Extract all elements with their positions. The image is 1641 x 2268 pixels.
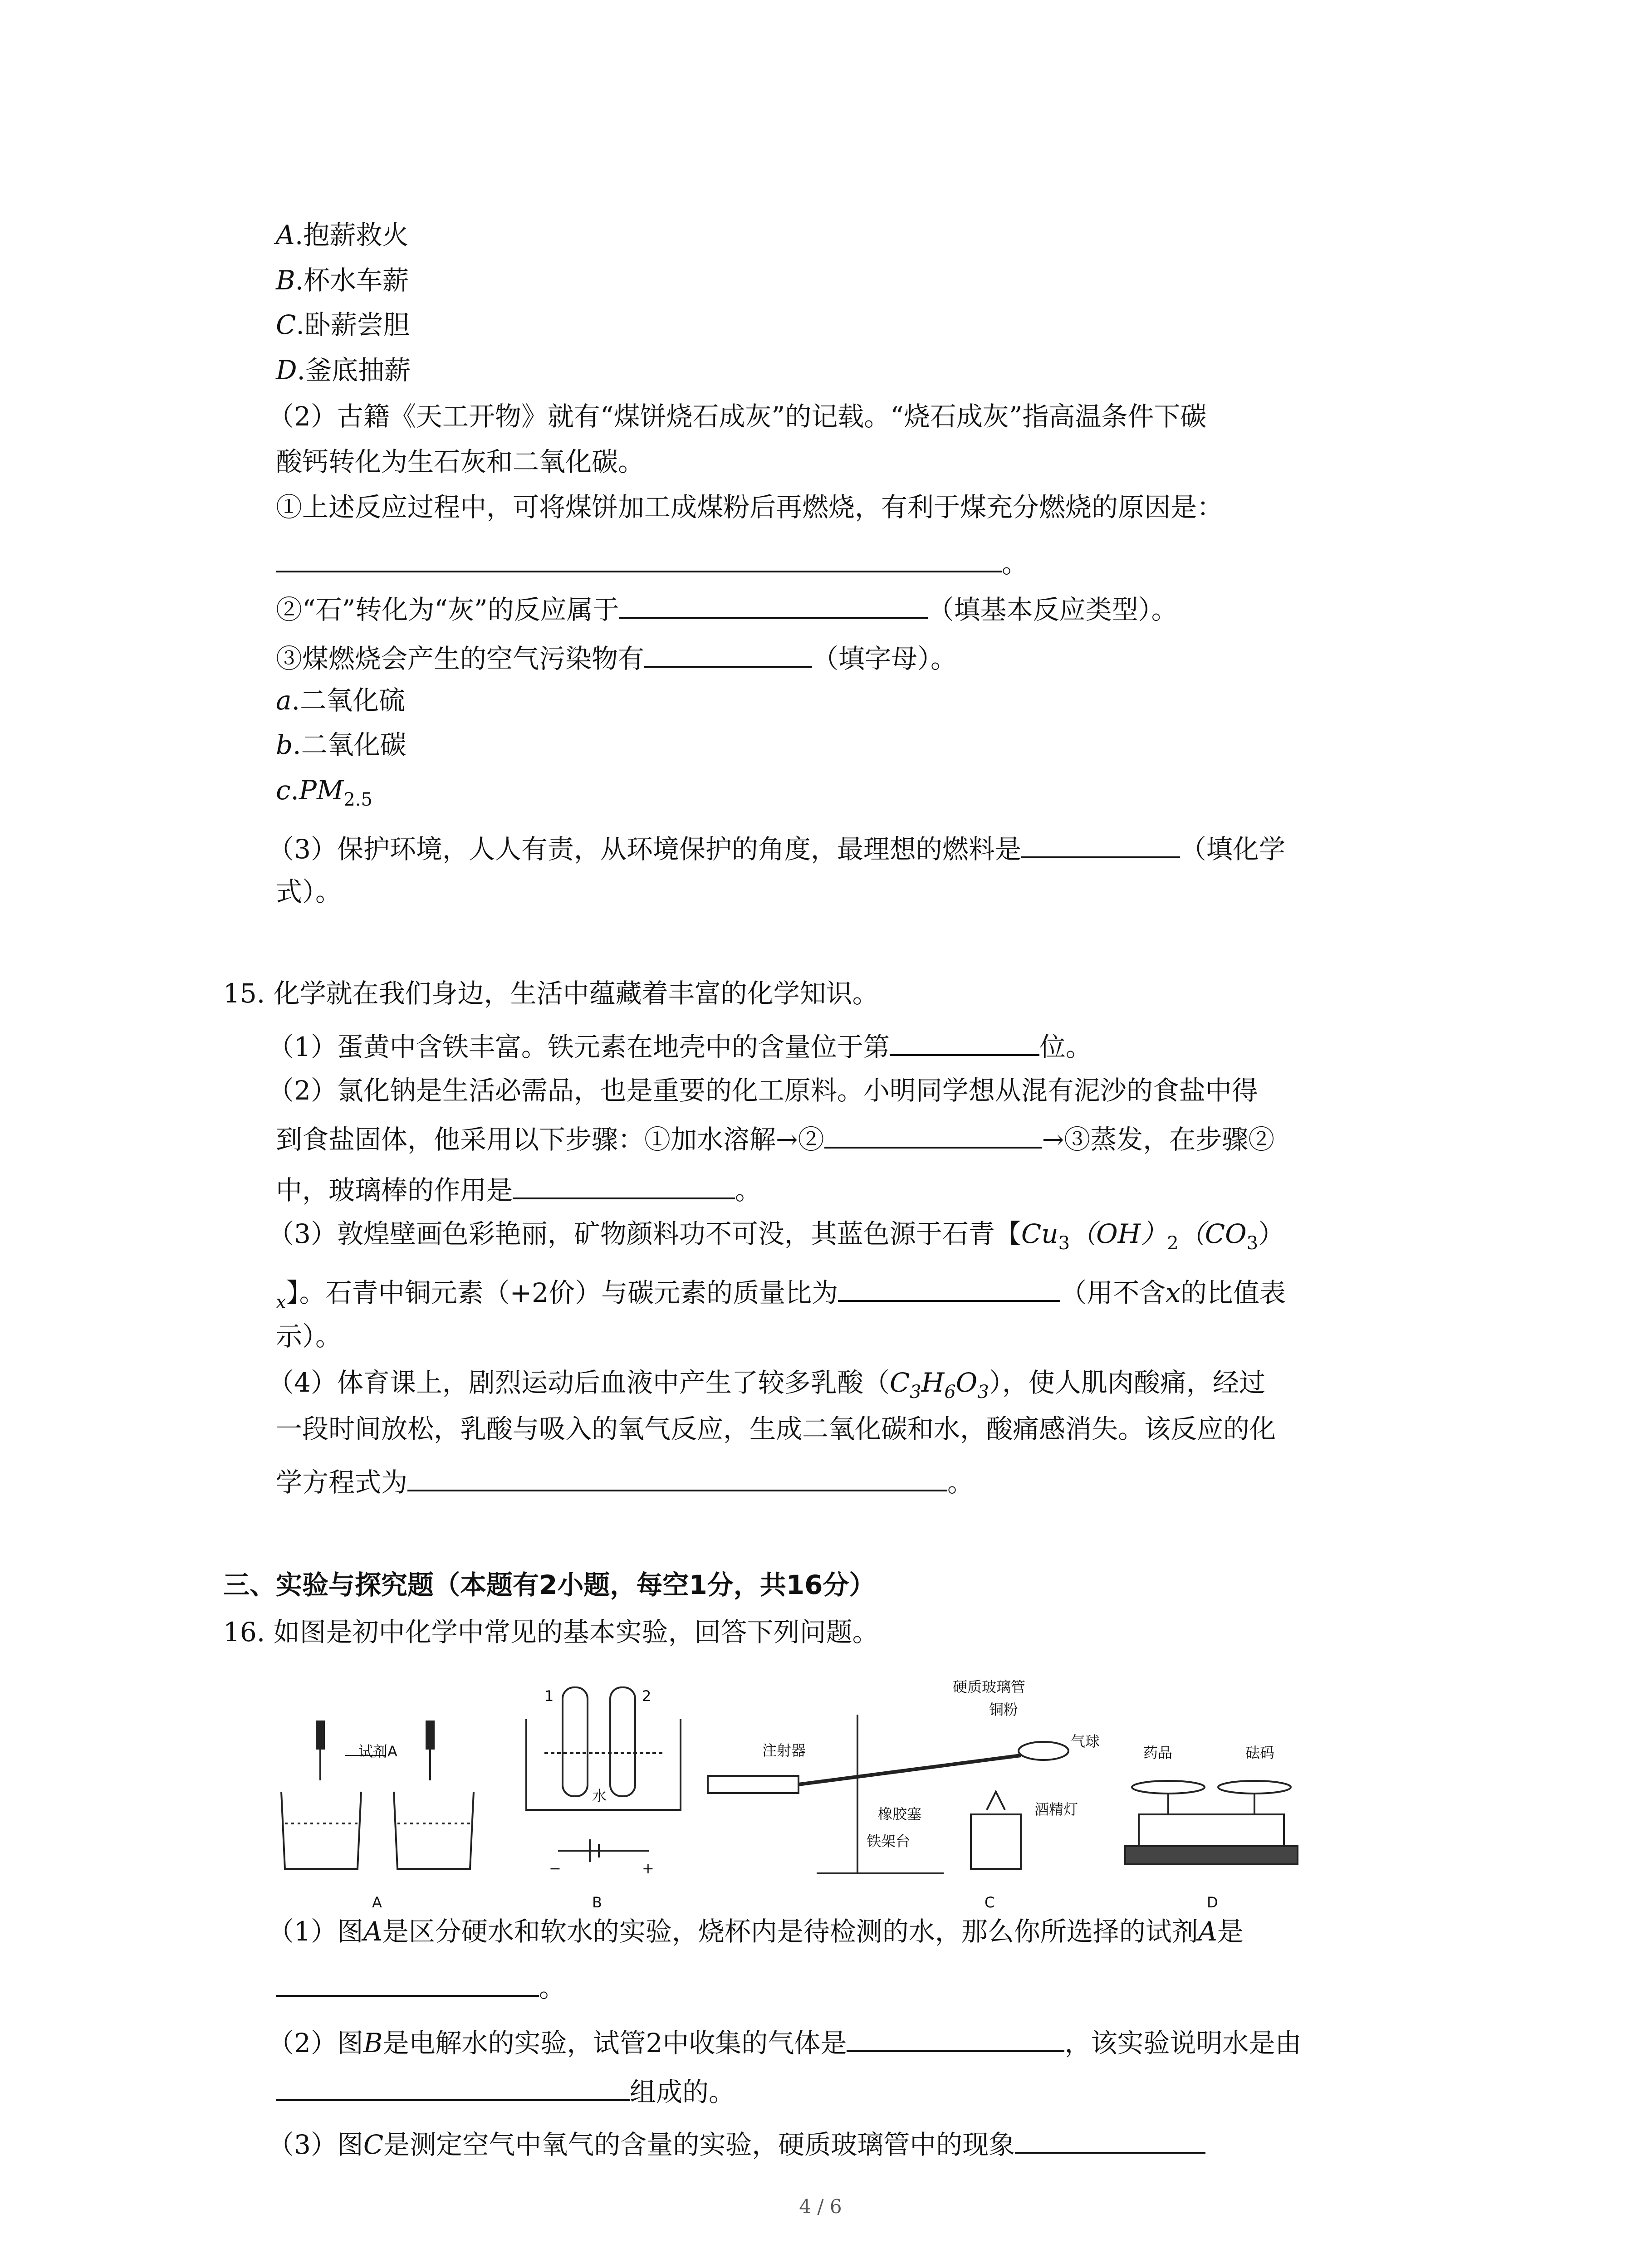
balloon-icon — [1019, 1742, 1068, 1760]
fig-tube-label: 硬质玻璃管 — [953, 1678, 1026, 1696]
balance-body-icon — [1139, 1814, 1284, 1846]
answer-blank[interactable] — [1015, 2124, 1205, 2154]
answer-blank[interactable] — [847, 2022, 1064, 2052]
fig-label-b: B — [592, 1894, 602, 1911]
answer-blank[interactable] — [890, 1026, 1039, 1056]
q15-part4-line1: （4）体育课上，剧烈运动后血液中产生了较多乳酸$(C_3H_6O_3)$，使人肌肉酸痛，经过 — [268, 1367, 1265, 1403]
q14-part3-cont: 式）。 — [276, 876, 342, 907]
q15-part4-line3: 学方程式为 。 — [276, 1461, 974, 1501]
q16-part1-line1: （1）图A是区分硬水和软水的实验，烧杯内是待检测的水，那么你所选择的试剂A是 — [268, 1916, 1244, 1947]
fig-stopper-label: 橡胶塞 — [878, 1805, 922, 1823]
fig-tube-1-label: 1 — [544, 1687, 554, 1705]
q14-sub3: ③煤燃烧会产生的空气污染物有 （填字母）。 — [276, 638, 957, 677]
q15-part3-line3: 示）。 — [276, 1321, 342, 1352]
q15-part3-line2: $_x$】。石青中铜元素（+2价）与碳元素的质量比为 （用不含x的比值表 — [276, 1272, 1286, 1320]
q14-part2-line1: （2）古籍《天工开物》就有“煤饼烧石成灰”的记载。“烧石成灰”指高温条件下碳 — [268, 401, 1207, 432]
q14-option-d: D.釜底抽薪 — [276, 355, 411, 386]
fig-syringe-label: 注射器 — [762, 1742, 806, 1759]
fig-reagent-label: 试剂A — [358, 1743, 397, 1760]
q15-part2-line3: 中，玻璃棒的作用是 。 — [276, 1169, 761, 1208]
figure-d — [1125, 1781, 1298, 1864]
q16-part2-line2: 组成的。 — [276, 2071, 735, 2110]
q16-part2-line1: （2）图B是电解水的实验，试管2中收集的气体是 ，该实验说明水是由 — [268, 2022, 1301, 2061]
fig-tube-2-label: 2 — [642, 1687, 652, 1705]
fig-label-d: D — [1207, 1894, 1218, 1911]
answer-blank[interactable] — [276, 1967, 539, 1997]
q15-title: 15. 化学就在我们身边，生活中蕴藏着丰富的化学知识。 — [223, 978, 879, 1009]
figure-b — [526, 1687, 681, 1862]
fig-lamp-label: 酒精灯 — [1034, 1801, 1078, 1818]
fig-drug-label: 药品 — [1143, 1744, 1173, 1761]
balance-pan-right-icon — [1218, 1781, 1291, 1794]
q14-part2-line2: 酸钙转化为生石灰和二氧化碳。 — [276, 446, 645, 477]
q15-part3-line1: （3）敦煌壁画色彩艳丽，矿物颜料功不可没，其蓝色源于石青【$Cu_3(OH)_2(CO_3)$ — [268, 1218, 1285, 1254]
answer-blank[interactable] — [513, 1169, 735, 1199]
section-3-heading: 三、实验与探究题（本题有2小题，每空1分，共16分） — [223, 1569, 876, 1600]
dropper-right-icon — [426, 1721, 434, 1749]
experiment-figure — [272, 1678, 1461, 1923]
answer-blank[interactable] — [619, 589, 928, 619]
beaker-right-icon — [394, 1792, 474, 1869]
answer-blank[interactable] — [276, 2071, 630, 2101]
answer-blank[interactable] — [1021, 828, 1180, 858]
q14-option-c: C.卧薪尝胆 — [276, 309, 410, 340]
syringe-icon — [708, 1776, 798, 1793]
q14-option-a-small: a.二氧化硫 — [276, 685, 406, 716]
test-tube-2-icon — [610, 1687, 635, 1796]
q14-sub1-answer-line: 。 — [276, 543, 1028, 582]
alcohol-lamp-icon — [971, 1814, 1021, 1869]
q16-part1-line2: 。 — [276, 1967, 565, 2006]
fig-plus-label: + — [642, 1860, 654, 1877]
fig-label-a: A — [372, 1894, 382, 1911]
test-tube-1-icon — [563, 1687, 588, 1796]
beaker-left-icon — [281, 1792, 361, 1869]
fig-stand-label: 铁架台 — [867, 1833, 911, 1850]
answer-blank[interactable] — [407, 1461, 947, 1491]
q14-sub2: ②“石”转化为“灰”的反应属于 （填基本反应类型）。 — [276, 589, 1178, 628]
fig-minus-label: − — [549, 1860, 561, 1877]
fig-copper-label: 铜粉 — [989, 1701, 1019, 1718]
q15-part1: （1）蛋黄中含铁丰富。铁元素在地壳中的含量位于第 位。 — [268, 1026, 1092, 1065]
answer-blank[interactable] — [838, 1272, 1060, 1302]
q14-part3: （3）保护环境，人人有责，从环境保护的角度，最理想的燃料是 （填化学 — [268, 828, 1285, 867]
balance-base-icon — [1125, 1846, 1298, 1864]
fig-balloon-label: 气球 — [1071, 1733, 1100, 1750]
answer-blank[interactable] — [644, 638, 812, 668]
glass-tube-icon — [798, 1755, 1021, 1784]
balance-pan-left-icon — [1132, 1781, 1205, 1794]
q14-option-c-small: $c.PM_{2.5}$ — [276, 775, 372, 810]
fig-label-c: C — [985, 1894, 995, 1911]
q16-title: 16. 如图是初中化学中常见的基本实验，回答下列问题。 — [223, 1617, 879, 1647]
page-number: 4 / 6 — [799, 2195, 842, 2218]
q15-part2-line2: 到食盐固体，他采用以下步骤：①加水溶解→② →③蒸发，在步骤② — [276, 1119, 1274, 1158]
q16-part3-line1: （3）图C是测定空气中氧气的含量的实验，硬质玻璃管中的现象 — [268, 2124, 1205, 2163]
q15-part2-line1: （2）氯化钠是生活必需品，也是重要的化工原料。小明同学想从混有泥沙的食盐中得 — [268, 1075, 1258, 1106]
fig-weight-label: 砝码 — [1245, 1744, 1275, 1761]
answer-blank[interactable] — [276, 543, 1002, 572]
q14-option-b: B.杯水车薪 — [276, 265, 409, 296]
dropper-left-icon — [317, 1721, 324, 1749]
q15-part4-line2: 一段时间放松，乳酸与吸入的氧气反应，生成二氧化碳和水，酸痛感消失。该反应的化 — [276, 1413, 1276, 1444]
fig-water-label: 水 — [592, 1787, 607, 1804]
q14-option-a: A.抱薪救火 — [276, 220, 409, 250]
q14-option-b-small: b.二氧化碳 — [276, 729, 407, 760]
answer-blank[interactable] — [824, 1119, 1042, 1149]
q14-sub1: ①上述反应过程中，可将煤饼加工成煤粉后再燃烧，有利于煤充分燃烧的原因是： — [276, 492, 1224, 523]
